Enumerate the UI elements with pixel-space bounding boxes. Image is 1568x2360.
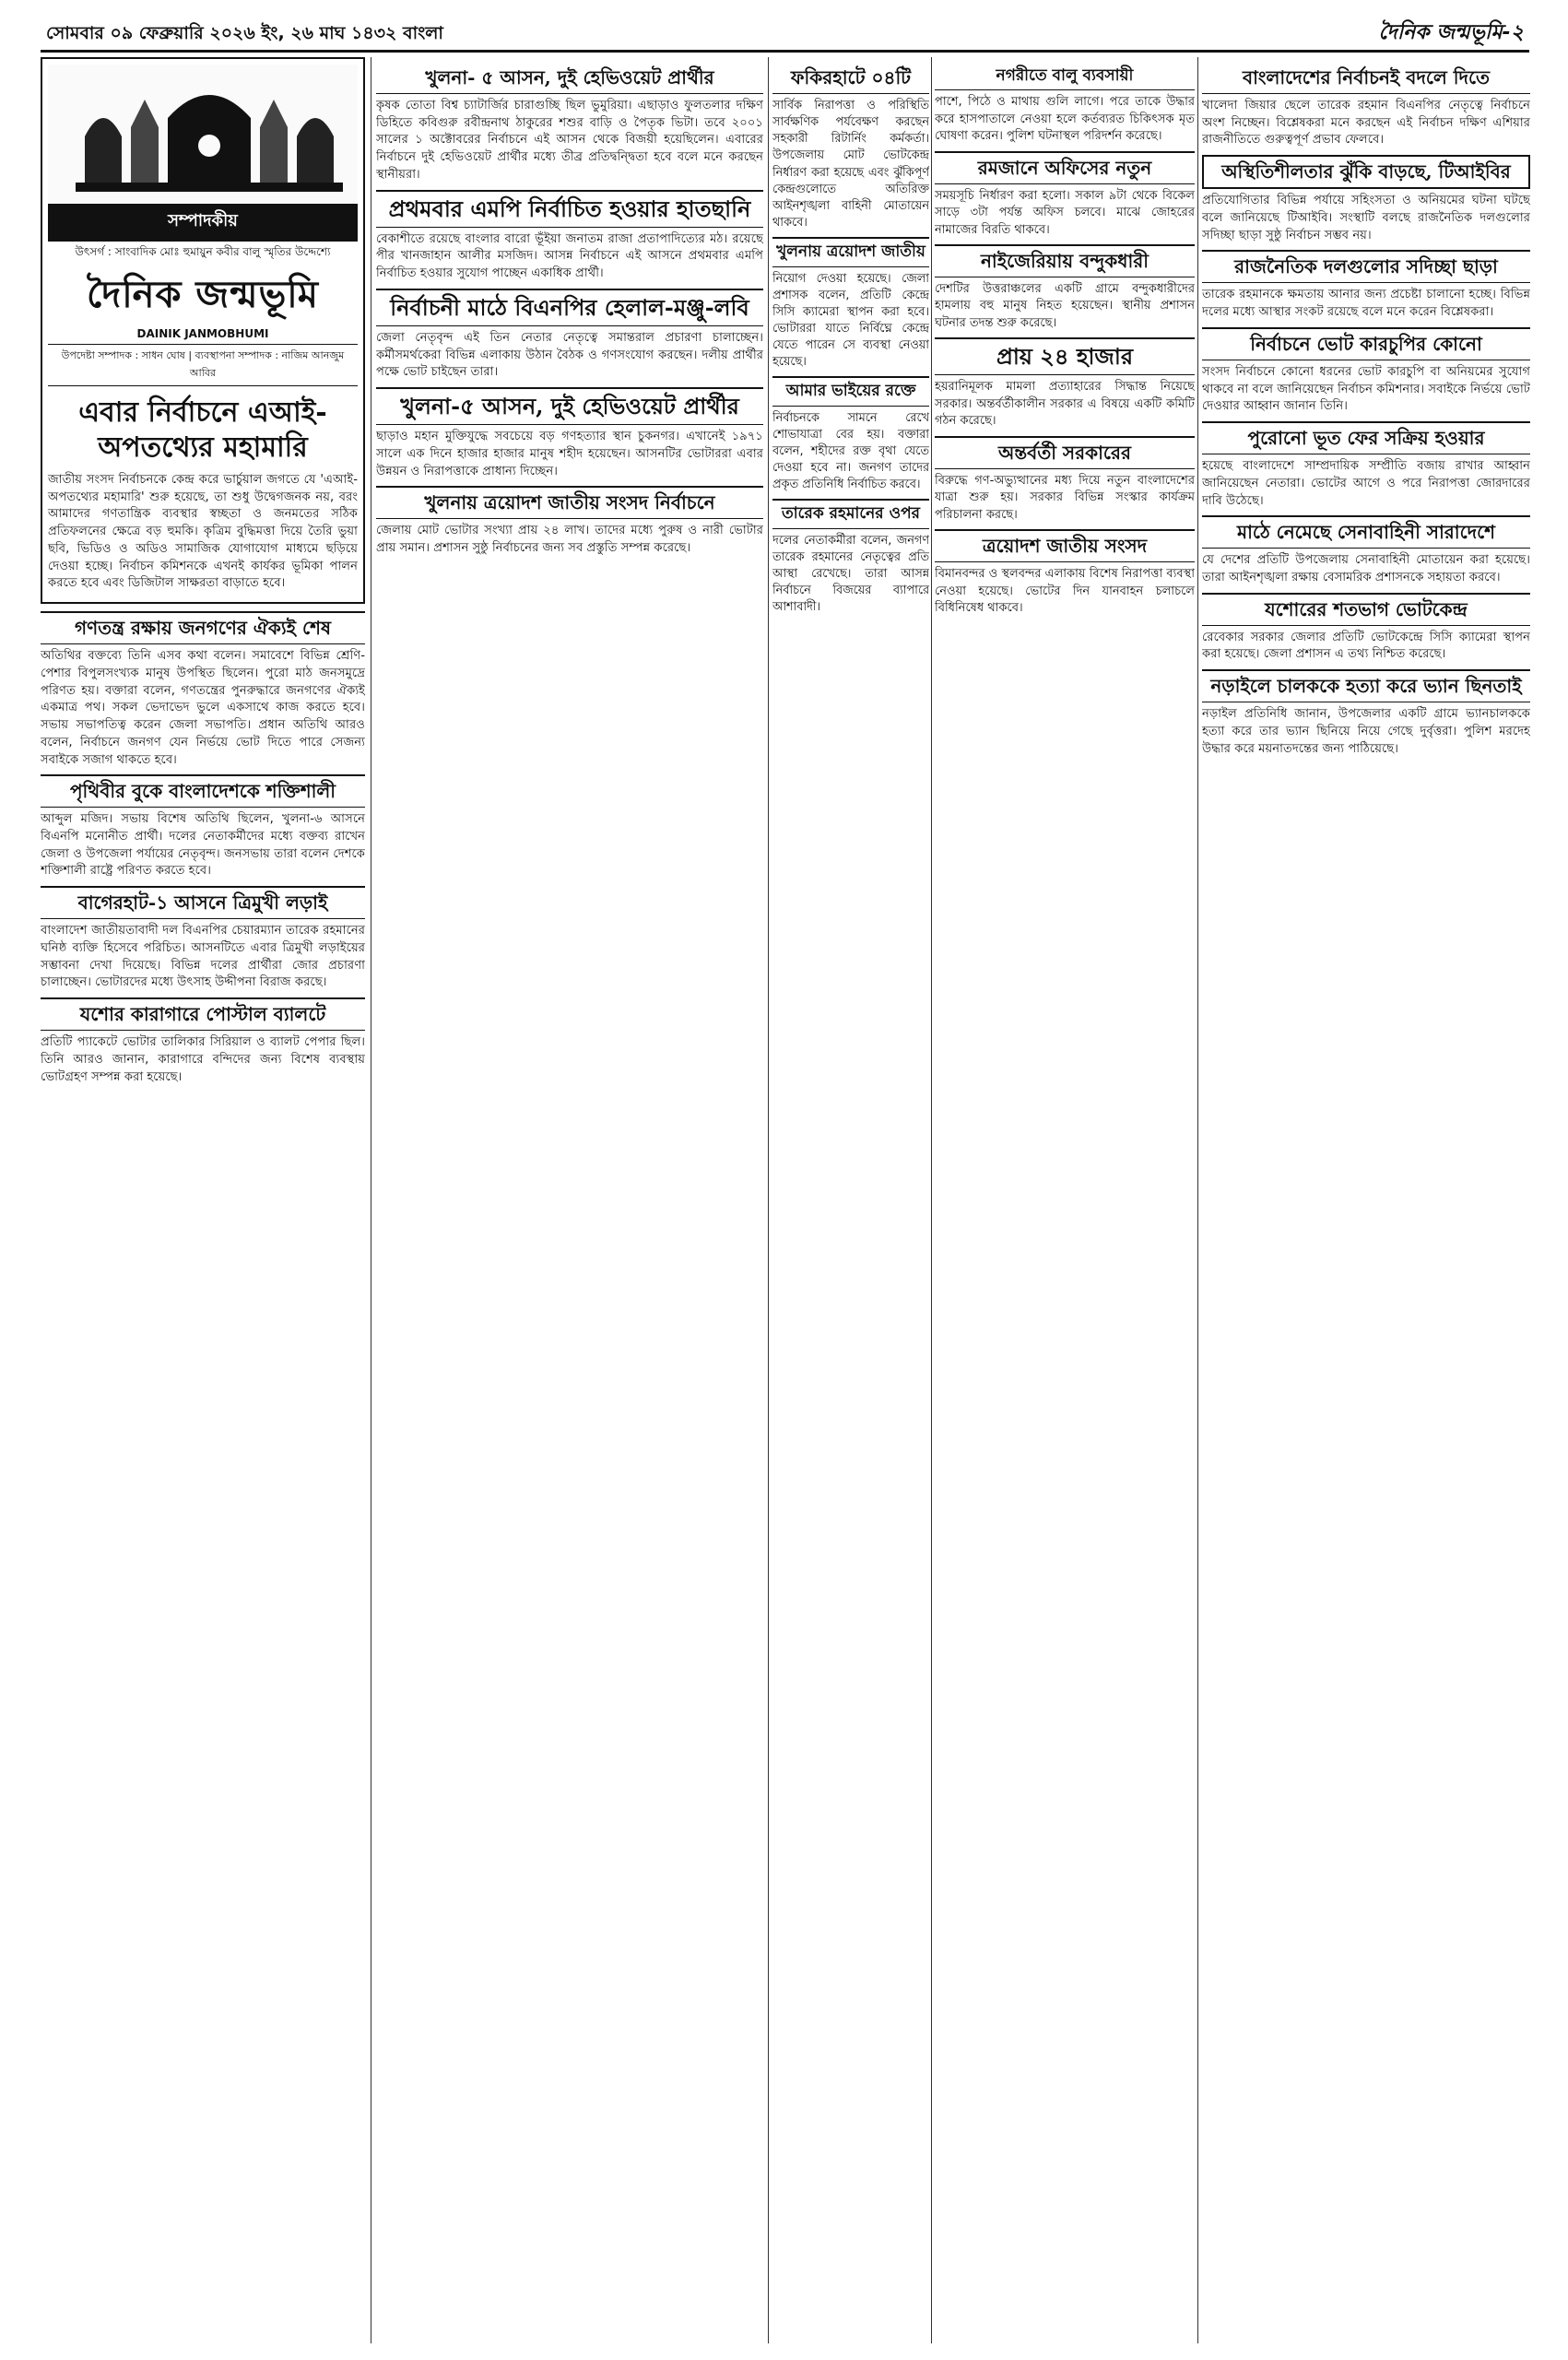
article-title: বাগেরহাট-১ আসনে ত্রিমুখী লড়াই [41, 886, 365, 919]
article-title: যশোরের শতভাগ ভোটকেন্দ্র [1202, 593, 1530, 626]
article-title: নড়াইলে চালককে হত্যা করে ভ্যান ছিনতাই [1202, 669, 1530, 702]
article-title: প্রথমবার এমপি নির্বাচিত হওয়ার হাতছানি [376, 190, 763, 228]
article-title: যশোর কারাগারে পোস্টাল ব্যালটে [41, 997, 365, 1031]
column-divider [1197, 57, 1198, 2343]
article-title: প্রায় ২৪ হাজার [935, 337, 1195, 375]
article-body: দেশটির উত্তরাঞ্চলের একটি গ্রামে বন্দুকধারীদের হামলায় বহু মানুষ নিহত হয়েছেন। স্থানীয় প্রশাসন ঘটনার তদন্ত শুরু করেছে। [935, 281, 1195, 330]
article-body: রেবেকার সরকার জেলার প্রতিটি ভোটকেন্দ্রে সিসি ক্যামেরা স্থাপন করা হয়েছে। জেলা প্রশাসন এ তথ্য নিশ্চিত করেছে। [1202, 630, 1530, 662]
article-title: মাঠে নেমেছে সেনাবাহিনী সারাদেশে [1202, 515, 1530, 549]
article-body: নড়াইল প্রতিনিধি জানান, উপজেলার একটি গ্রামে ভ্যানচালককে হত্যা করে তার ভ্যান ছিনিয়ে নিয়ে গেছে দুর্বৃত্তরা। পুলিশ মরদেহ উদ্ধার করে ময়নাতদন্তের জন্য পাঠিয়েছে। [1202, 707, 1530, 756]
column-2 [376, 57, 763, 2343]
article-body: বিমানবন্দর ও স্থলবন্দর এলাকায় বিশেষ নিরাপত্তা ব্যবস্থা নেওয়া হয়েছে। ভোটের দিন যানবাহন চলাচলে বিধিনিষেধ থাকবে। [935, 567, 1195, 615]
article-body: সার্বিক নিরাপত্তা ও পরিস্থিতি সার্বক্ষণিক পর্যবেক্ষণ করছেন সহকারী রিটার্নিং কর্মকর্তা। উপজেলায় মোট ভোটকেন্দ্র নির্ধারণ করা হয়েছে এবং ঝুঁকিপূর্ণ কেন্দ্রগুলোতে অতিরিক্ত আইনশৃঙ্খলা বাহিনী মোতায়েন থাকবে। [772, 99, 929, 230]
article-body: জেলা নেতৃবৃন্দ এই তিন নেতার নেতৃত্বে সমান্তরাল প্রচারণা চালাচ্ছেন। কর্মীসমর্থকেরা বিভিন্ন এলাকায় উঠান বৈঠক ও গণসংযোগ করছেন। দলীয় প্রার্থীর পক্ষে ভোট চাইছেন তারা। [376, 330, 763, 380]
masthead-illustration [48, 65, 358, 242]
article-title: নির্বাচনে ভোট কারচুপির কোনো [1202, 327, 1530, 360]
article-body: কৃষক তোতা বিশ্ব চ্যাটার্জির চারাগুচ্ছি ছিল ভুমুরিয়া। এছাড়াও ফুলতলার দক্ষিণ ডিহিতে কবিগুরু রবীন্দ্রনাথ ঠাকুরের শশুর বাড়ি ও পৈতৃক ভিটা। তবে ২০০১ সালের ১ অক্টোবরের নির্বাচনে এই আসন থেকে বিজয়ী হয়েছিলেন। এবারের নির্বাচনে দুই হেভিওয়েট প্রার্থীর মধ্যে তীব্র প্রতিদ্বন্দ্বিতা হবে বলে মনে করছেন স্থানীয়রা। [376, 99, 763, 182]
temple-icon [76, 81, 343, 192]
article-body: জেলায় মোট ভোটার সংখ্যা প্রায় ২৪ লাখ। তাদের মধ্যে পুরুষ ও নারী ভোটার প্রায় সমান। প্রশাসন সুষ্ঠু নির্বাচনের জন্য সব প্রস্তুতি সম্পন্ন করেছে। [376, 524, 763, 556]
article-body: হয়েছে বাংলাদেশে সাম্প্রদায়িক সম্প্রীতি বজায় রাখার আহ্বান জানিয়েছেন নেতারা। ভোটের আগে ও পরে নিরাপত্তা জোরদারের দাবি উঠেছে। [1202, 459, 1530, 508]
column-divider [931, 57, 932, 2343]
article-title: রাজনৈতিক দলগুলোর সদিচ্ছা ছাড়া [1202, 250, 1530, 283]
article-body: পাশে, পিঠে ও মাথায় গুলি লাগে। পরে তাকে উদ্ধার করে হাসপাতালে নেওয়া হলে কর্তব্যরত চিকিৎসক মৃত ঘোষণা করেন। পুলিশ ঘটনাস্থল পরিদর্শন করেছে। [935, 95, 1195, 144]
editorial-title: এবার নির্বাচনে এআই-অপতথ্যের মহামারি [78, 396, 327, 464]
article-body: খালেদা জিয়ার ছেলে তারেক রহমান বিএনপির নেতৃত্বে নির্বাচনে অংশ নিচ্ছেন। বিশ্লেষকরা মনে করছেন এই নির্বাচন দক্ষিণ এশিয়ার রাজনীতিতে গুরুত্বপূর্ণ প্রভাব ফেলবে। [1202, 99, 1530, 148]
article-body: অতিথির বক্তব্যে তিনি এসব কথা বলেন। সমাবেশে বিভিন্ন শ্রেণি-পেশার বিপুলসংখ্যক মানুষ উপস্থিত ছিলেন। পুরো মাঠ জনসমুদ্রে পরিণত হয়। বক্তারা বলেন, গণতন্ত্রের পুনরুদ্ধারে জনগণের ঐক্যই একমাত্র পথ। সকল ভেদাভেদ ভুলে একসাথে কাজ করতে হবে। সভায় সভাপতিত্ব করেন জেলা সভাপতি। প্রধান অতিথি আরও বলেন, নির্বাচনে জনগণ যেন নির্ভয়ে ভোট দিতে পারে সেজন্য সবাইকে সজাগ থাকতে হবে। [41, 649, 365, 767]
article-body: সময়সূচি নির্ধারণ করা হলো। সকাল ৯টা থেকে বিকেল সাড়ে ৩টা পর্যন্ত অফিস চলবে। মাঝে জোহরের নামাজের বিরতি থাকবে। [935, 188, 1195, 237]
column-divider [768, 57, 769, 2343]
article-title: খুলনায় ত্রয়োদশ জাতীয় সংসদ নির্বাচনে [376, 486, 763, 519]
article-title: নাইজেরিয়ায় বন্দুকধারী [935, 244, 1195, 277]
column-3 [772, 57, 929, 2343]
article-title: পুরোনো ভূত ফের সক্রিয় হওয়ার [1202, 421, 1530, 454]
article-title: নির্বাচনী মাঠে বিএনপির হেলাল-মঞ্জু-লবি [376, 289, 763, 326]
article-body: বেকাশীতে রয়েছে বাংলার বারো ভূঁইয়া জনাতম রাজা প্রতাপাদিত্যের মঠ। রয়েছে পীর খানজাহান আলীর মসজিদ। আসন্ন নির্বাচনে এই আসনে প্রথমবার এমপি নির্বাচিত হওয়ার সুযোগ পাচ্ছেন একাধিক প্রার্থী। [376, 231, 763, 281]
article-title: পৃথিবীর বুকে বাংলাদেশকে শক্তিশালী [41, 774, 365, 808]
article-title: খুলনা- ৫ আসন, দুই হেভিওয়েট প্রার্থীর [376, 63, 763, 94]
article-body: প্রতিটি প্যাকেটে ভোটার তালিকার সিরিয়াল ও ব্যালট পেপার ছিল। তিনি আরও জানান, কারাগারে বন্দিদের জন্য বিশেষ ব্যবস্থায় ভোটগ্রহণ সম্পন্ন করা হয়েছে। [41, 1035, 365, 1084]
dedication-line: উৎসর্গ : সাংবাদিক মোঃ হুমায়ুন কবীর বালু স্মৃতির উদ্দেশ্যে [75, 245, 331, 258]
article-body: সংসদ নির্বাচনে কোনো ধরনের ভোট কারচুপি বা অনিয়মের সুযোগ থাকবে না বলে জানিয়েছেন নির্বাচন কমিশনার। সবাইকে নির্ভয়ে ভোট দেওয়ার আহ্বান জানান তিনি। [1202, 364, 1530, 414]
article-body: নির্বাচনকে সামনে রেখে শোভাযাত্রা বের হয়। বক্তারা বলেন, শহীদের রক্ত বৃথা যেতে দেওয়া হবে না। জনগণ তাদের প্রকৃত প্রতিনিধি নির্বাচিত করবে। [772, 410, 929, 492]
paper-name: দৈনিক জন্মভূমি [87, 273, 319, 316]
column-1 [41, 57, 365, 2343]
article-title: নগরীতে বালু ব্যবসায়ী [935, 63, 1195, 90]
page-label: দৈনিক জন্মভূমি-২ [1378, 21, 1524, 44]
article-body: যে দেশের প্রতিটি উপজেলায় সেনাবাহিনী মোতায়েন করা হয়েছে। তারা আইনশৃঙ্খলা রক্ষায় বেসামরিক প্রশাসনকে সহায়তা করবে। [1202, 553, 1530, 585]
article-body: দলের নেতাকর্মীরা বলেন, জনগণ তারেক রহমানের নেতৃত্বের প্রতি আস্থা রেখেছে। তারা আসন্ন নির্বাচনে বিজয়ের ব্যাপারে আশাবাদী। [772, 533, 929, 615]
column-5 [1202, 57, 1530, 2343]
editorial-tag: সম্পাদকীয় [48, 204, 358, 240]
article-title: খুলনায় ত্রয়োদশ জাতীয় [772, 237, 929, 266]
article-body: তারেক রহমানকে ক্ষমতায় আনার জন্য প্রচেষ্টা চালানো হচ্ছে। বিভিন্ন দলের মধ্যে আস্থার সংকট রয়েছে বলে মনে করেন বিশ্লেষকরা। [1202, 288, 1530, 320]
article-title: আমার ভাইয়ের রক্তে [772, 376, 929, 406]
article-body: বাংলাদেশ জাতীয়তাবাদী দল বিএনপির চেয়ারম্যান তারেক রহমানের ঘনিষ্ঠ ব্যক্তি হিসেবে পরিচিত। আসনটিতে এবার ত্রিমুখী লড়াইয়ের সম্ভাবনা দেখা দিয়েছে। বিভিন্ন দলের প্রার্থীরা জোর প্রচারণা চালাচ্ছেন। ভোটারদের মধ্যে উৎসাহ উদ্দীপনা বিরাজ করছে। [41, 924, 365, 990]
article-body: হয়রানিমূলক মামলা প্রত্যাহারের সিদ্ধান্ত নিয়েছে সরকার। অন্তর্বর্তীকালীন সরকার এ বিষয়ে একটি কমিটি গঠন করেছে। [935, 380, 1195, 429]
article-title: অন্তর্বর্তী সরকারের [935, 436, 1195, 469]
article-body: বিরুদ্ধে গণ-অভ্যুত্থানের মধ্য দিয়ে নতুন বাংলাদেশের যাত্রা শুরু হয়। সরকার বিভিন্ন সংস্কার কার্যক্রম পরিচালনা করছে। [935, 473, 1195, 522]
article-title: গণতন্ত্র রক্ষায় জনগণের ঐক্যই শেষ [41, 611, 365, 644]
article-body: নিয়োগ দেওয়া হয়েছে। জেলা প্রশাসক বলেন, প্রতিটি কেন্দ্রে সিসি ক্যামেরা স্থাপন করা হবে। ভোটাররা যাতে নির্বিঘ্নে কেন্দ্রে যেতে পারেন সে ব্যবস্থা নেওয়া হয়েছে। [772, 271, 929, 370]
column-4 [935, 57, 1195, 2343]
article-title: তারেক রহমানের ওপর [772, 499, 929, 528]
article-title: ত্রয়োদশ জাতীয় সংসদ [935, 529, 1195, 562]
article-body: ছাড়াও মহান মুক্তিযুদ্ধে সবচেয়ে বড় গণহত্যার স্থান চুকনগর। এখানেই ১৯৭১ সালে এক দিনে হাজার হাজার মানুষ শহীদ হয়েছেন। আসনটির ভোটাররা এবার উন্নয়ন ও নিরাপত্তাকে প্রাধান্য দিচ্ছেন। [376, 430, 763, 478]
article-title: অস্থিতিশীলতার ঝুঁকি বাড়ছে, টিআইবির [1202, 155, 1530, 189]
editor-credits: উপদেষ্টা সম্পাদক : সাধন ঘোষ | ব্যবস্থাপনা সম্পাদক : নাজিম আনজুম আবির [48, 344, 358, 386]
article-body: প্রতিযোগিতার বিভিন্ন পর্যায়ে সহিংসতা ও অনিয়মের ঘটনা ঘটছে বলে জানিয়েছে টিআইবি। সংস্থাটি বলছে রাজনৈতিক দলগুলোর সদিচ্ছা ছাড়া সুষ্ঠু নির্বাচন সম্ভব নয়। [1202, 194, 1530, 242]
article-title: ফকিরহাটে ০৪টি [772, 63, 929, 94]
article-title: রমজানে অফিসের নতুন [935, 151, 1195, 184]
paper-name-en: DAINIK JANMOBHUMI [136, 327, 269, 340]
page-header [41, 13, 1529, 53]
issue-date: সোমবার ০৯ ফেব্রুয়ারি ২০২৬ ইং, ২৬ মাঘ ১৪৩২ বাংলা [46, 23, 443, 43]
article-title: বাংলাদেশের নির্বাচনই বদলে দিতে [1202, 63, 1530, 94]
article-body: আব্দুল মজিদ। সভায় বিশেষ অতিথি ছিলেন, খুলনা-৬ আসনে বিএনপি মনোনীত প্রার্থী। দলের নেতাকর্মীদের মধ্যে বক্তব্য রাখেন জেলা ও উপজেলা পর্যায়ের নেতৃবৃন্দ। জনসভায় তারা বলেন দেশকে শক্তিশালী রাষ্ট্রে পরিণত করতে হবে। [41, 812, 365, 879]
editorial-box [41, 57, 365, 604]
article-title: খুলনা-৫ আসন, দুই হেভিওয়েট প্রার্থীর [376, 387, 763, 425]
editorial-body: জাতীয় সংসদ নির্বাচনকে কেন্দ্র করে ভার্চুয়াল জগতে যে 'এআই-অপতথ্যের মহামারি' শুরু হয়েছে, তা শুধু উদ্বেগজনক নয়, বরং আমাদের গণতান্ত্রিক ব্যবস্থার স্বচ্ছতা ও জনমতের সঠিক প্রতিফলনের ক্ষেত্রে বড় হুমকি। কৃত্রিম বুদ্ধিমত্তা দিয়ে তৈরি ভুয়া ছবি, ভিডিও ও অডিও সামাজিক যোগাযোগ মাধ্যমে ছড়িয়ে দেওয়া হচ্ছে। নির্বাচন কমিশনকে এখনই কার্যকর ভূমিকা পালন করতে হবে এবং ডিজিটাল সাক্ষরতা বাড়াতে হবে। [48, 473, 358, 591]
